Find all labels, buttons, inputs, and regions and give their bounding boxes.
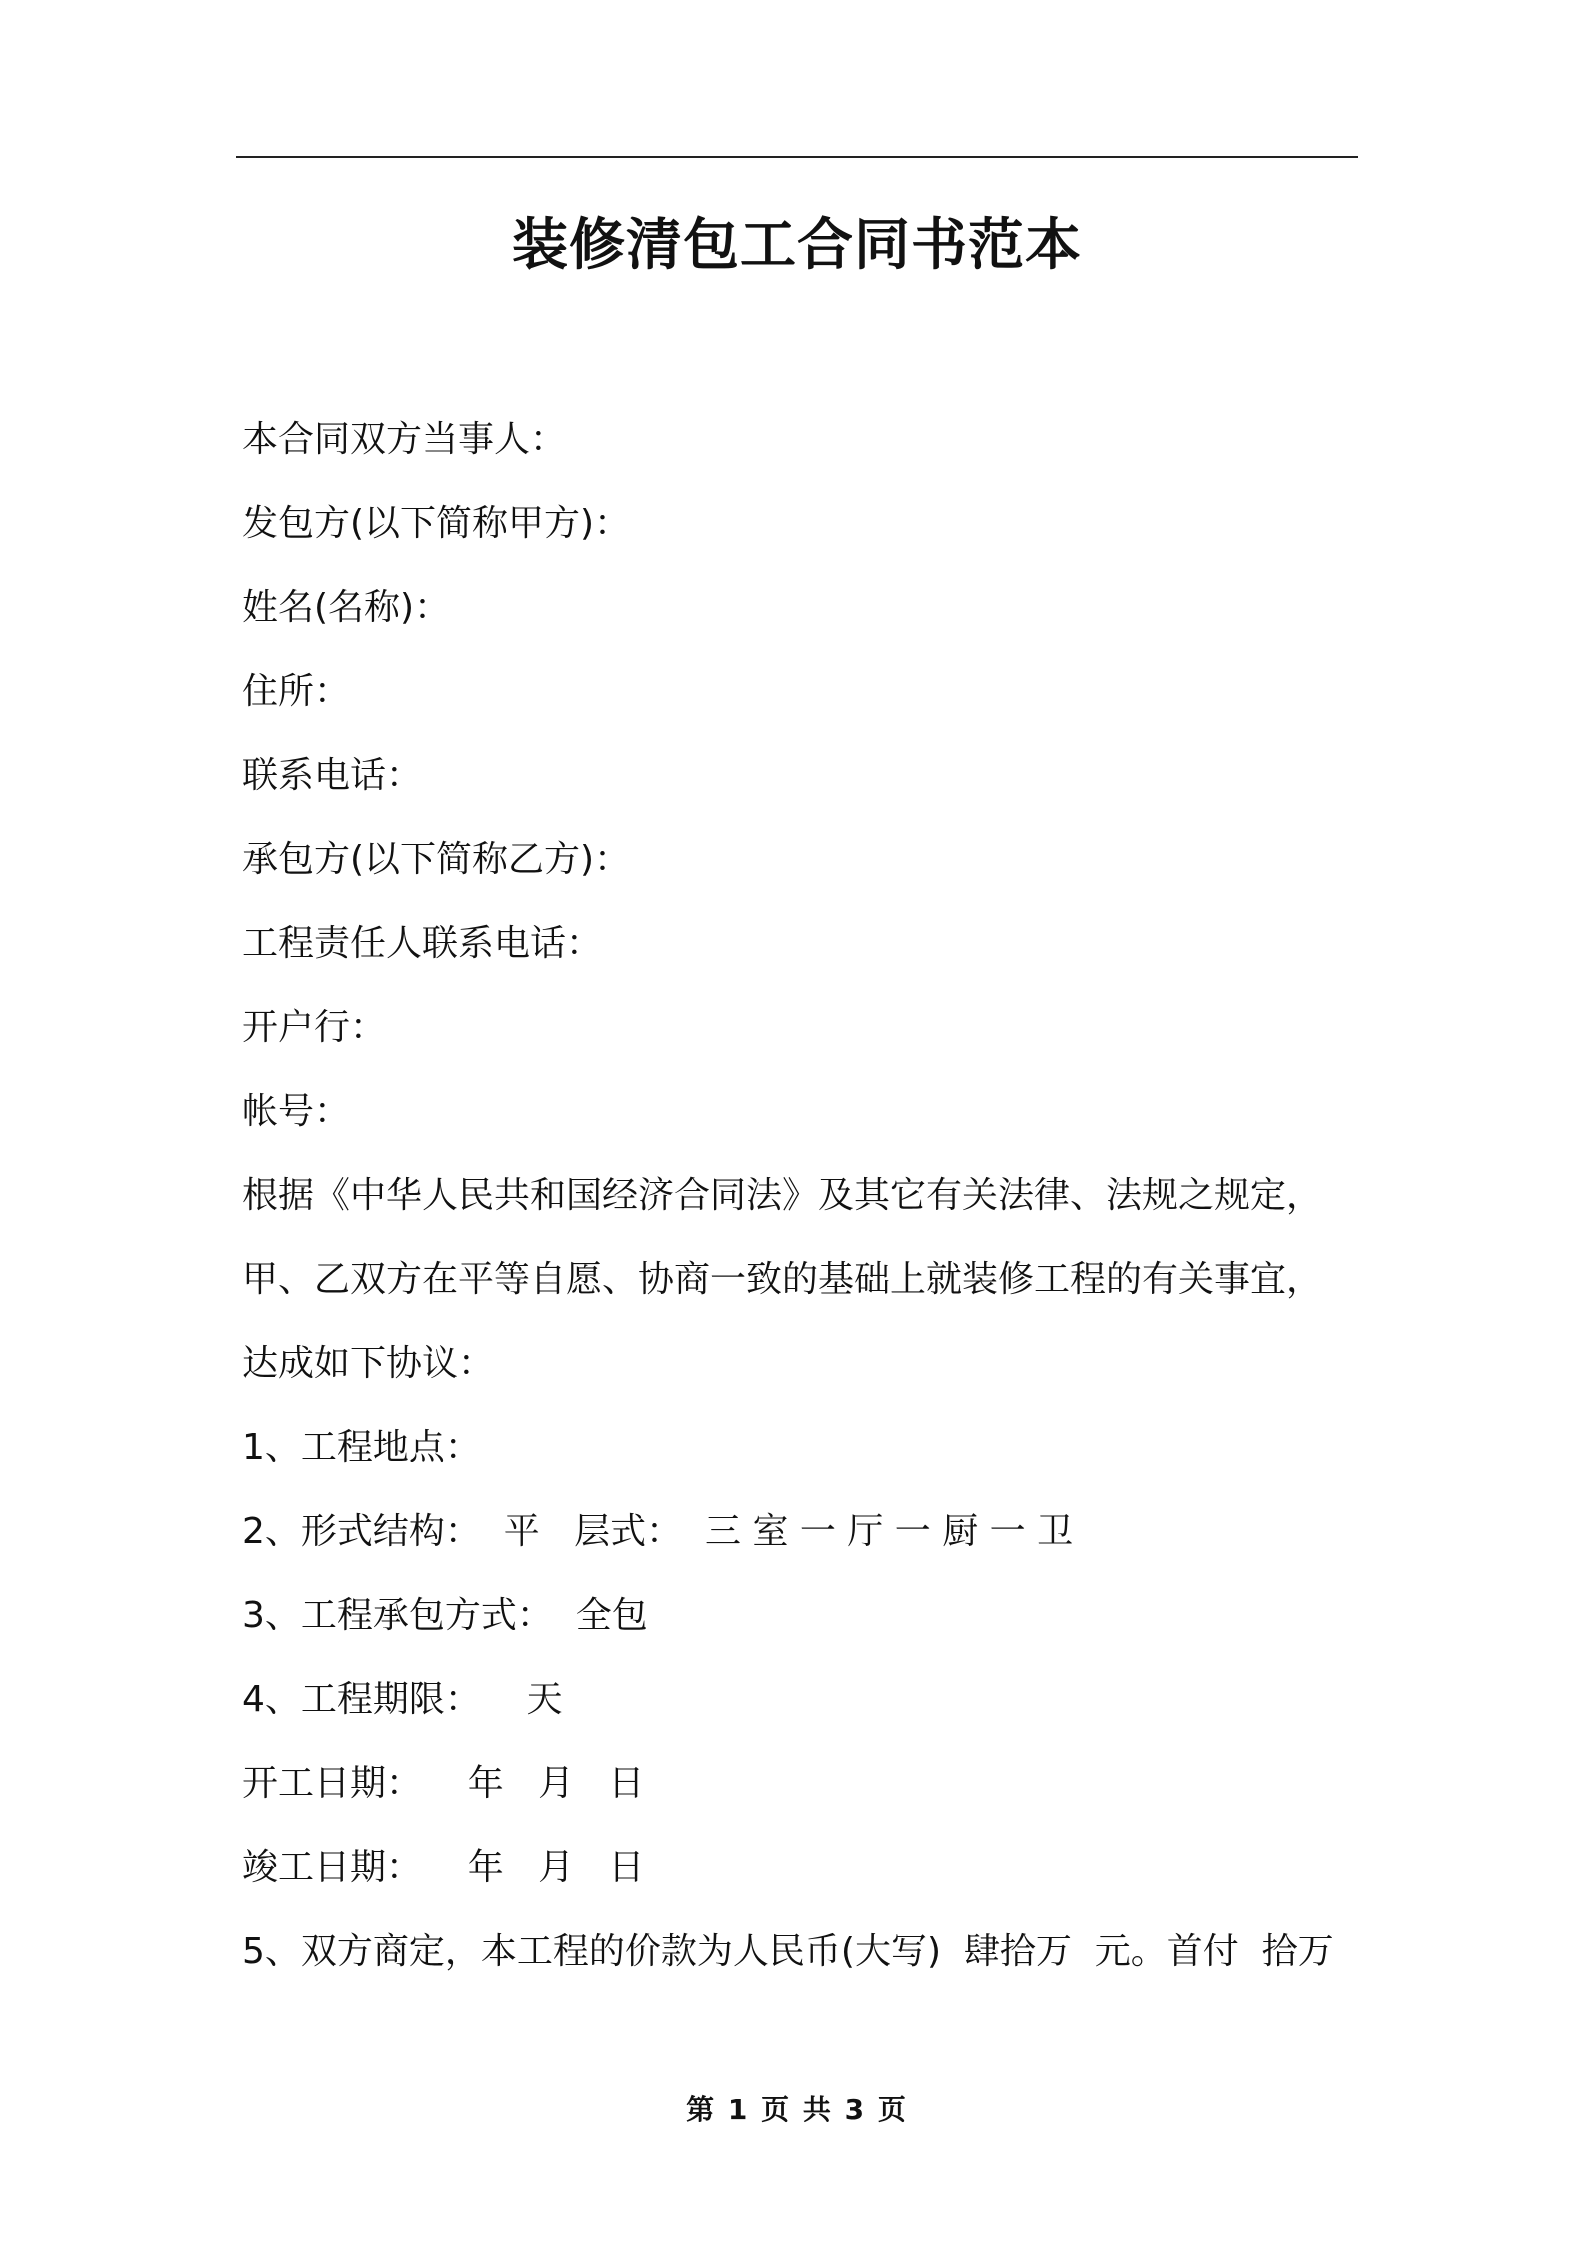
address-line: 住所：	[242, 671, 351, 712]
completion-date-line: 竣工日期： 年 月 日	[242, 1847, 645, 1888]
legal-basis-line-3: 达成如下协议：	[242, 1343, 495, 1384]
clause-1-location: 1、工程地点：	[242, 1427, 481, 1468]
clause-3-contract-type: 3、工程承包方式： 全包	[242, 1595, 648, 1636]
clause-2-structure: 2、形式结构： 平 层式： 三 室 一 厅 一 厨 一 卫	[242, 1511, 1074, 1552]
account-line: 帐号：	[242, 1091, 351, 1132]
header-rule	[236, 156, 1358, 158]
contract-parties-line: 本合同双方当事人：	[242, 419, 567, 460]
party-b-line: 承包方(以下简称乙方)：	[242, 839, 631, 880]
document-title: 装修清包工合同书范本	[512, 213, 1082, 278]
party-a-line: 发包方(以下简称甲方)：	[242, 503, 631, 544]
clause-5-price: 5、双方商定，本工程的价款为人民币(大写) 肆拾万 元。首付 拾万	[242, 1931, 1334, 1972]
legal-basis-line-1: 根据《中华人民共和国经济合同法》及其它有关法律、法规之规定，	[242, 1175, 1323, 1216]
start-date-line: 开工日期： 年 月 日	[242, 1763, 645, 1804]
document-body	[242, 398, 1358, 1994]
project-contact-line: 工程责任人联系电话：	[242, 923, 603, 964]
legal-basis-line-2: 甲、乙双方在平等自愿、协商一致的基础上就装修工程的有关事宜，	[242, 1259, 1323, 1300]
phone-line: 联系电话：	[242, 755, 423, 796]
clause-4-duration: 4、工程期限： 天	[242, 1679, 563, 1720]
page-indicator: 第 1 页 共 3 页	[686, 2093, 908, 2126]
name-line: 姓名(名称)：	[242, 587, 451, 628]
bank-line: 开户行：	[242, 1007, 387, 1048]
